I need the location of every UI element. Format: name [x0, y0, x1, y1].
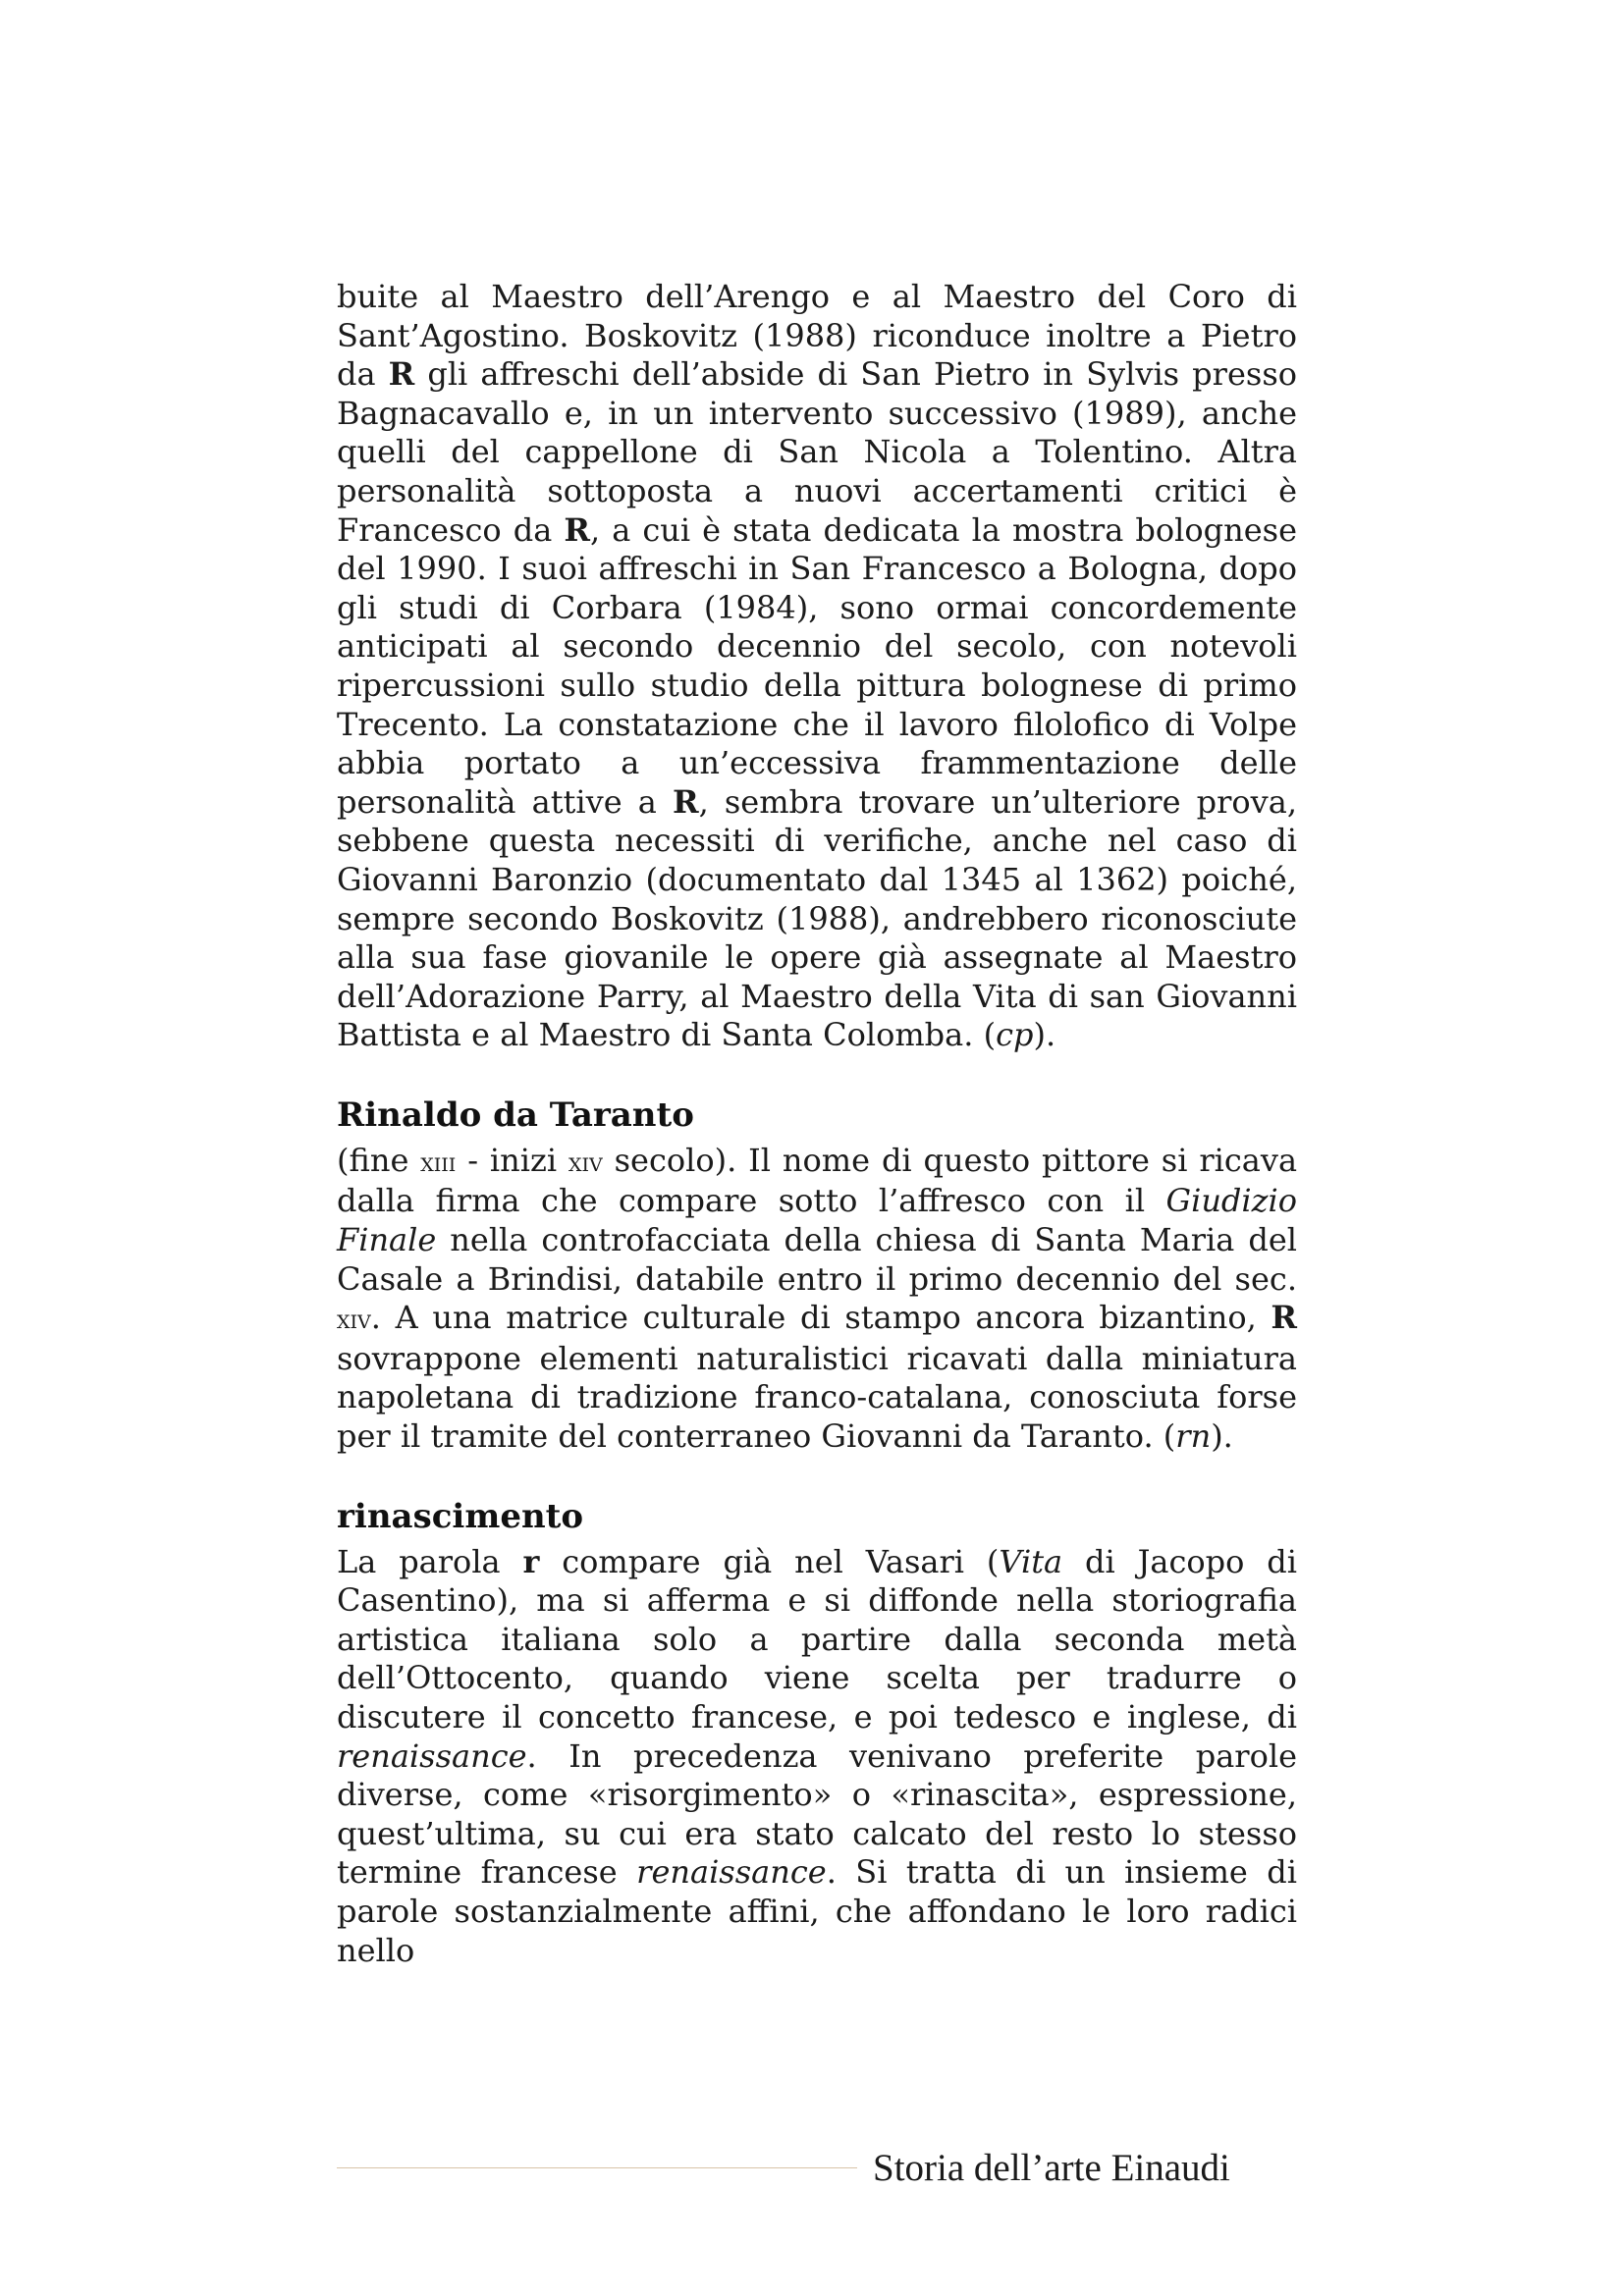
- century-numeral: xiv: [337, 1305, 371, 1336]
- foreign-term: renaissance: [636, 1853, 827, 1892]
- paragraph-continued: [337, 278, 1297, 1055]
- footer-rule: [337, 2167, 857, 2168]
- text-run: di Jacopo di Casentino), ma si afferma e si diffonde nella storiografia artistica italiana solo a partire dalla seconda metà dell’Ottocento, quando viene scelta per tradurre o discutere il concetto francese, e poi tedesco e inglese, di: [337, 1542, 1298, 1735]
- text-column: [337, 278, 1297, 1970]
- text-run: nella controfacciata della chiesa di Santa Maria del Casale a Brindisi, databile entro il primo decennio del sec.: [337, 1221, 1297, 1298]
- bold-abbrev: R: [564, 510, 590, 549]
- century-numeral: xiv: [568, 1147, 603, 1178]
- author-initials: rn: [1175, 1417, 1212, 1456]
- text-run: compare già nel Vasari (: [539, 1542, 1000, 1580]
- text-run: ).: [1033, 1016, 1056, 1054]
- text-run: - inizi: [456, 1141, 568, 1179]
- artwork-title: Giudizio Finale: [337, 1182, 1297, 1259]
- bold-abbrev: r: [522, 1542, 540, 1580]
- century-numeral: xiii: [420, 1147, 457, 1178]
- page-footer: [337, 2143, 1297, 2192]
- bold-abbrev: R: [1271, 1299, 1297, 1337]
- work-title: Vita: [999, 1542, 1063, 1580]
- text-run: . In precedenza venivano preferite parole diverse, come «risorgimento» o «rinascita», espressione, quest’ultima, su cui era stato calcato del resto lo stesso termine francese: [337, 1736, 1297, 1892]
- text-run: sovrappone elementi naturalistici ricavati dalla miniatura napoletana di tradizione franco-catalana, conosciuta forse per il tramite del conterraneo Giovanni da Taranto. (: [337, 1339, 1297, 1456]
- entry-title-rinaldo: Rinaldo da Taranto: [337, 1095, 694, 1135]
- text-run: (fine: [337, 1141, 421, 1179]
- text-run: . A una matrice culturale di stampo ancora bizantino,: [370, 1299, 1271, 1337]
- entry-body-rinaldo: [337, 1142, 1297, 1457]
- text-run: buite al Maestro dell’Arengo e al Maestro del Coro di Sant’Agostino. Boskovitz (1988) riconduce inoltre a Pietro da: [337, 278, 1297, 394]
- entry-body-rinascimento: [337, 1543, 1297, 1971]
- text-run: . Si tratta di un insieme di parole sostanzialmente affini, che affondano le loro radici nello: [337, 1853, 1298, 1969]
- text-run: secolo). Il nome di questo pittore si ricava dalla firma che compare sotto l’affresco con il: [337, 1141, 1298, 1220]
- author-initials: cp: [996, 1016, 1034, 1054]
- footer-publisher: Storia dell’arte Einaudi: [873, 2146, 1230, 2189]
- text-run: La parola: [337, 1542, 523, 1580]
- bold-abbrev: R: [672, 782, 699, 821]
- text-run: , a cui è stata dedicata la mostra bolognese del 1990. I suoi affreschi in San Francesco a Bologna, dopo gli studi di Corbara (1984), sono ormai concordemente anticipati al secondo decennio del secolo, con notevoli ripercussioni sullo studio della pittura bolognese di primo Trecento. La constatazione che il lavoro filolofico di Volpe abbia portato a un’eccessiva frammentazione delle personalità attive a: [337, 510, 1298, 821]
- bold-abbrev: R: [388, 355, 415, 394]
- text-run: , sembra trovare un’ulteriore prova, sebbene questa necessiti di verifiche, anche nel caso di Giovanni Baronzio (documentato dal 1345 al 1362) poiché, sempre secondo Boskovitz (1988), andrebbero riconosciute alla sua fase giovanile le opere già assegnate al Maestro dell’Adorazione Parry, al Maestro della Vita di san Giovanni Battista e al Maestro di Santa Colomba. (: [337, 782, 1298, 1054]
- foreign-term: renaissance: [337, 1736, 527, 1775]
- entry-title-rinascimento: rinascimento: [337, 1496, 584, 1536]
- text-run: gli affreschi dell’abside di San Pietro in Sylvis presso Bagnacavallo e, in un intervento successivo (1989), anche quelli del cappellone di San Nicola a Tolentino. Altra personalità sottoposta a nuovi accertamenti critici è Francesco da: [337, 355, 1298, 549]
- text-run: ).: [1211, 1417, 1233, 1456]
